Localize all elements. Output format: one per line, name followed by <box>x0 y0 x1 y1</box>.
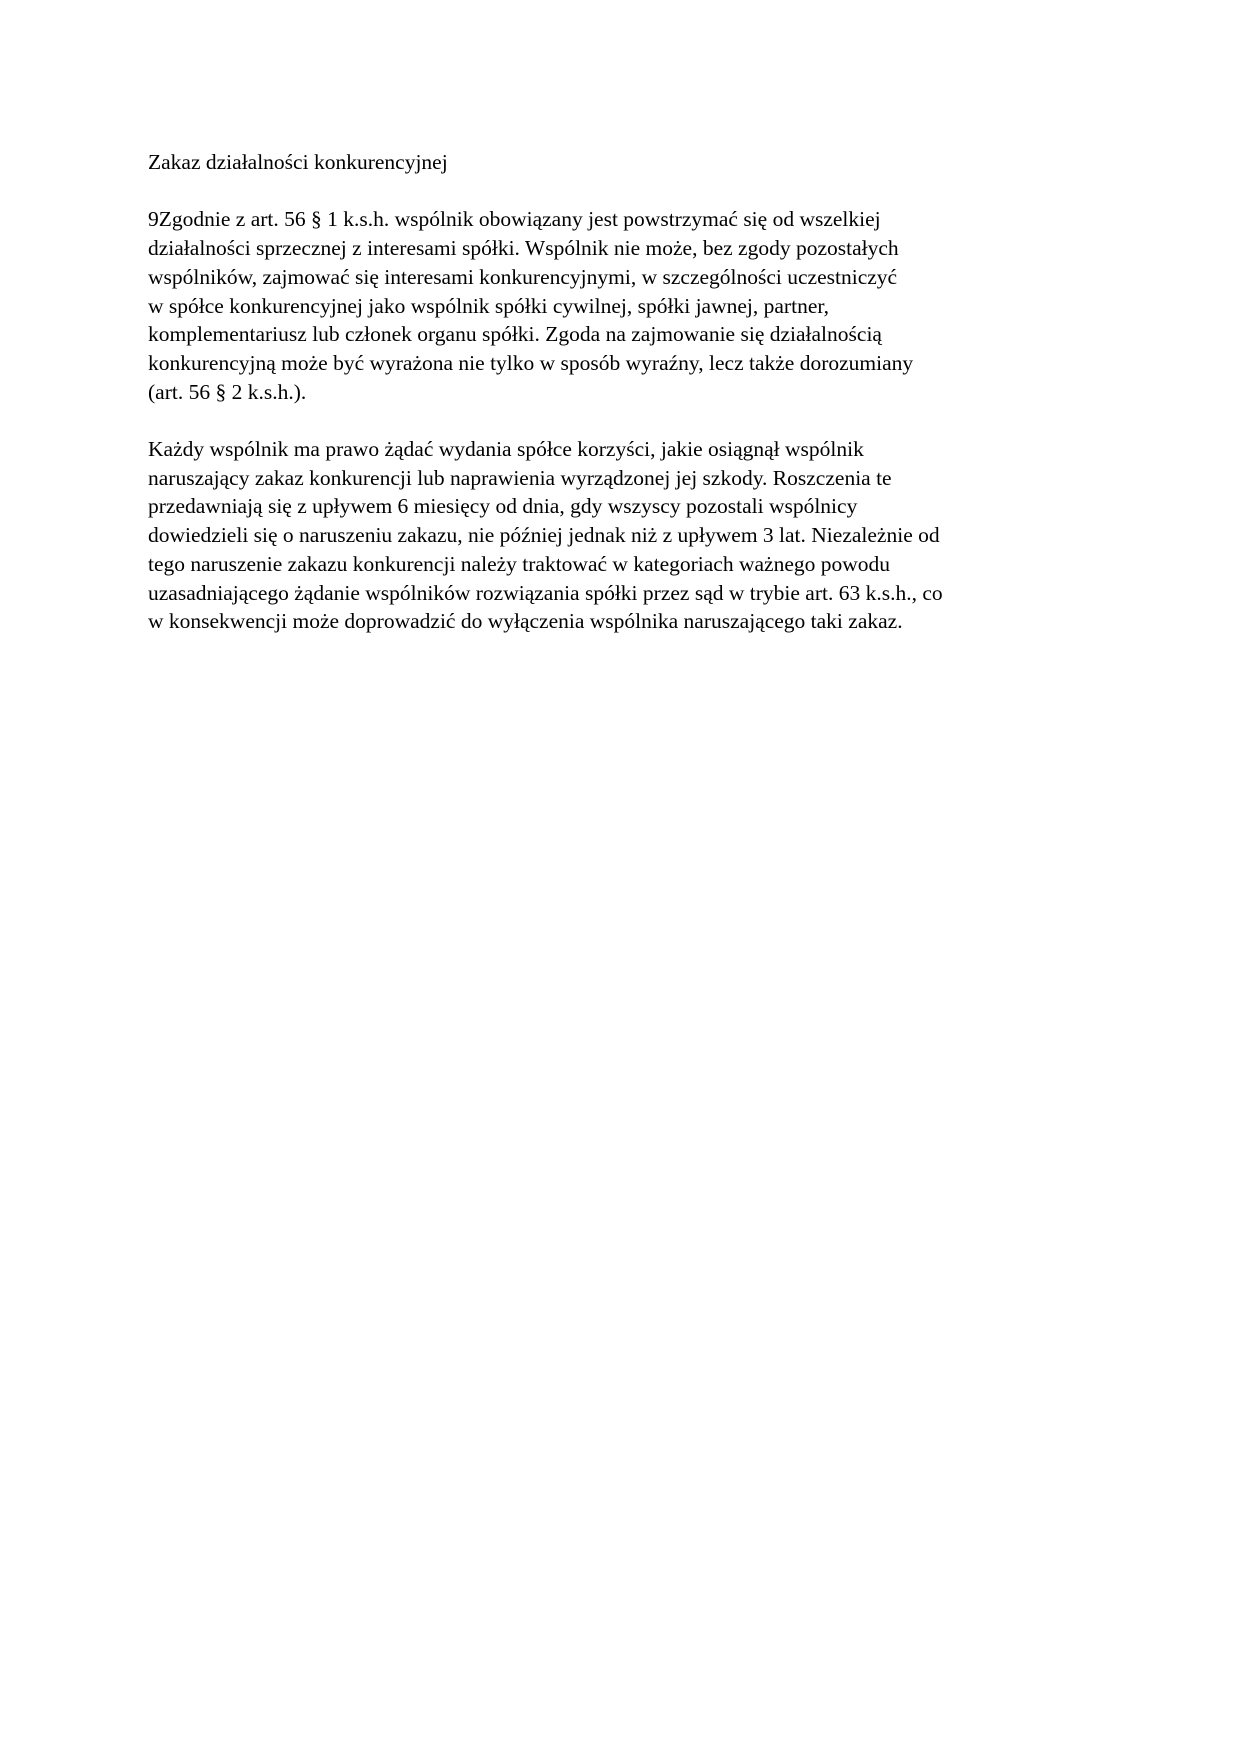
paragraph-line: dowiedzieli się o naruszeniu zakazu, nie później jednak niż z upływem 3 lat. Niezależnie od <box>148 523 940 548</box>
paragraph-line: komplementariusz lub członek organu spółki. Zgoda na zajmowanie się działalnością <box>148 322 882 347</box>
paragraph-line: wspólników, zajmować się interesami konkurencyjnymi, w szczególności uczestniczyć <box>148 264 898 289</box>
document-body <box>148 148 1088 636</box>
paragraph-1 <box>148 205 1088 406</box>
paragraph-line: uzasadniającego żądanie wspólników rozwiązania spółki przez sąd w trybie art. 63 k.s.h., co <box>148 580 943 605</box>
paragraph-line: 9Zgodnie z art. 56 § 1 k.s.h. wspólnik obowiązany jest powstrzymać się od wszelkiej <box>148 207 881 232</box>
paragraph-line: naruszający zakaz konkurencji lub naprawienia wyrządzonej jej szkody. Roszczenia te <box>148 465 892 490</box>
paragraph-line: Każdy wspólnik ma prawo żądać wydania spółce korzyści, jakie osiągnął wspólnik <box>148 437 864 461</box>
paragraph-2 <box>148 435 1088 636</box>
paragraph-line: w spółce konkurencyjnej jako wspólnik spółki cywilnej, spółki jawnej, partner, <box>148 293 830 318</box>
paragraph-spacer <box>148 406 1088 435</box>
paragraph-spacer <box>148 177 1088 206</box>
paragraph-line: w konsekwencji może doprowadzić do wyłączenia wspólnika naruszającego taki zakaz. <box>148 609 903 634</box>
document-title: Zakaz działalności konkurencyjnej <box>148 150 448 174</box>
paragraph-line: konkurencyjną może być wyrażona nie tylko w sposób wyraźny, lecz także dorozumiany <box>148 350 914 375</box>
paragraph-line: tego naruszenie zakazu konkurencji należy traktować w kategoriach ważnego powodu <box>148 551 891 576</box>
paragraph-line: działalności sprzecznej z interesami spółki. Wspólnik nie może, bez zgody pozostałych <box>148 236 899 261</box>
paragraph-line: przedawniają się z upływem 6 miesięcy od dnia, gdy wszyscy pozostali wspólnicy <box>148 494 858 519</box>
paragraph-line: (art. 56 § 2 k.s.h.). <box>148 379 307 404</box>
